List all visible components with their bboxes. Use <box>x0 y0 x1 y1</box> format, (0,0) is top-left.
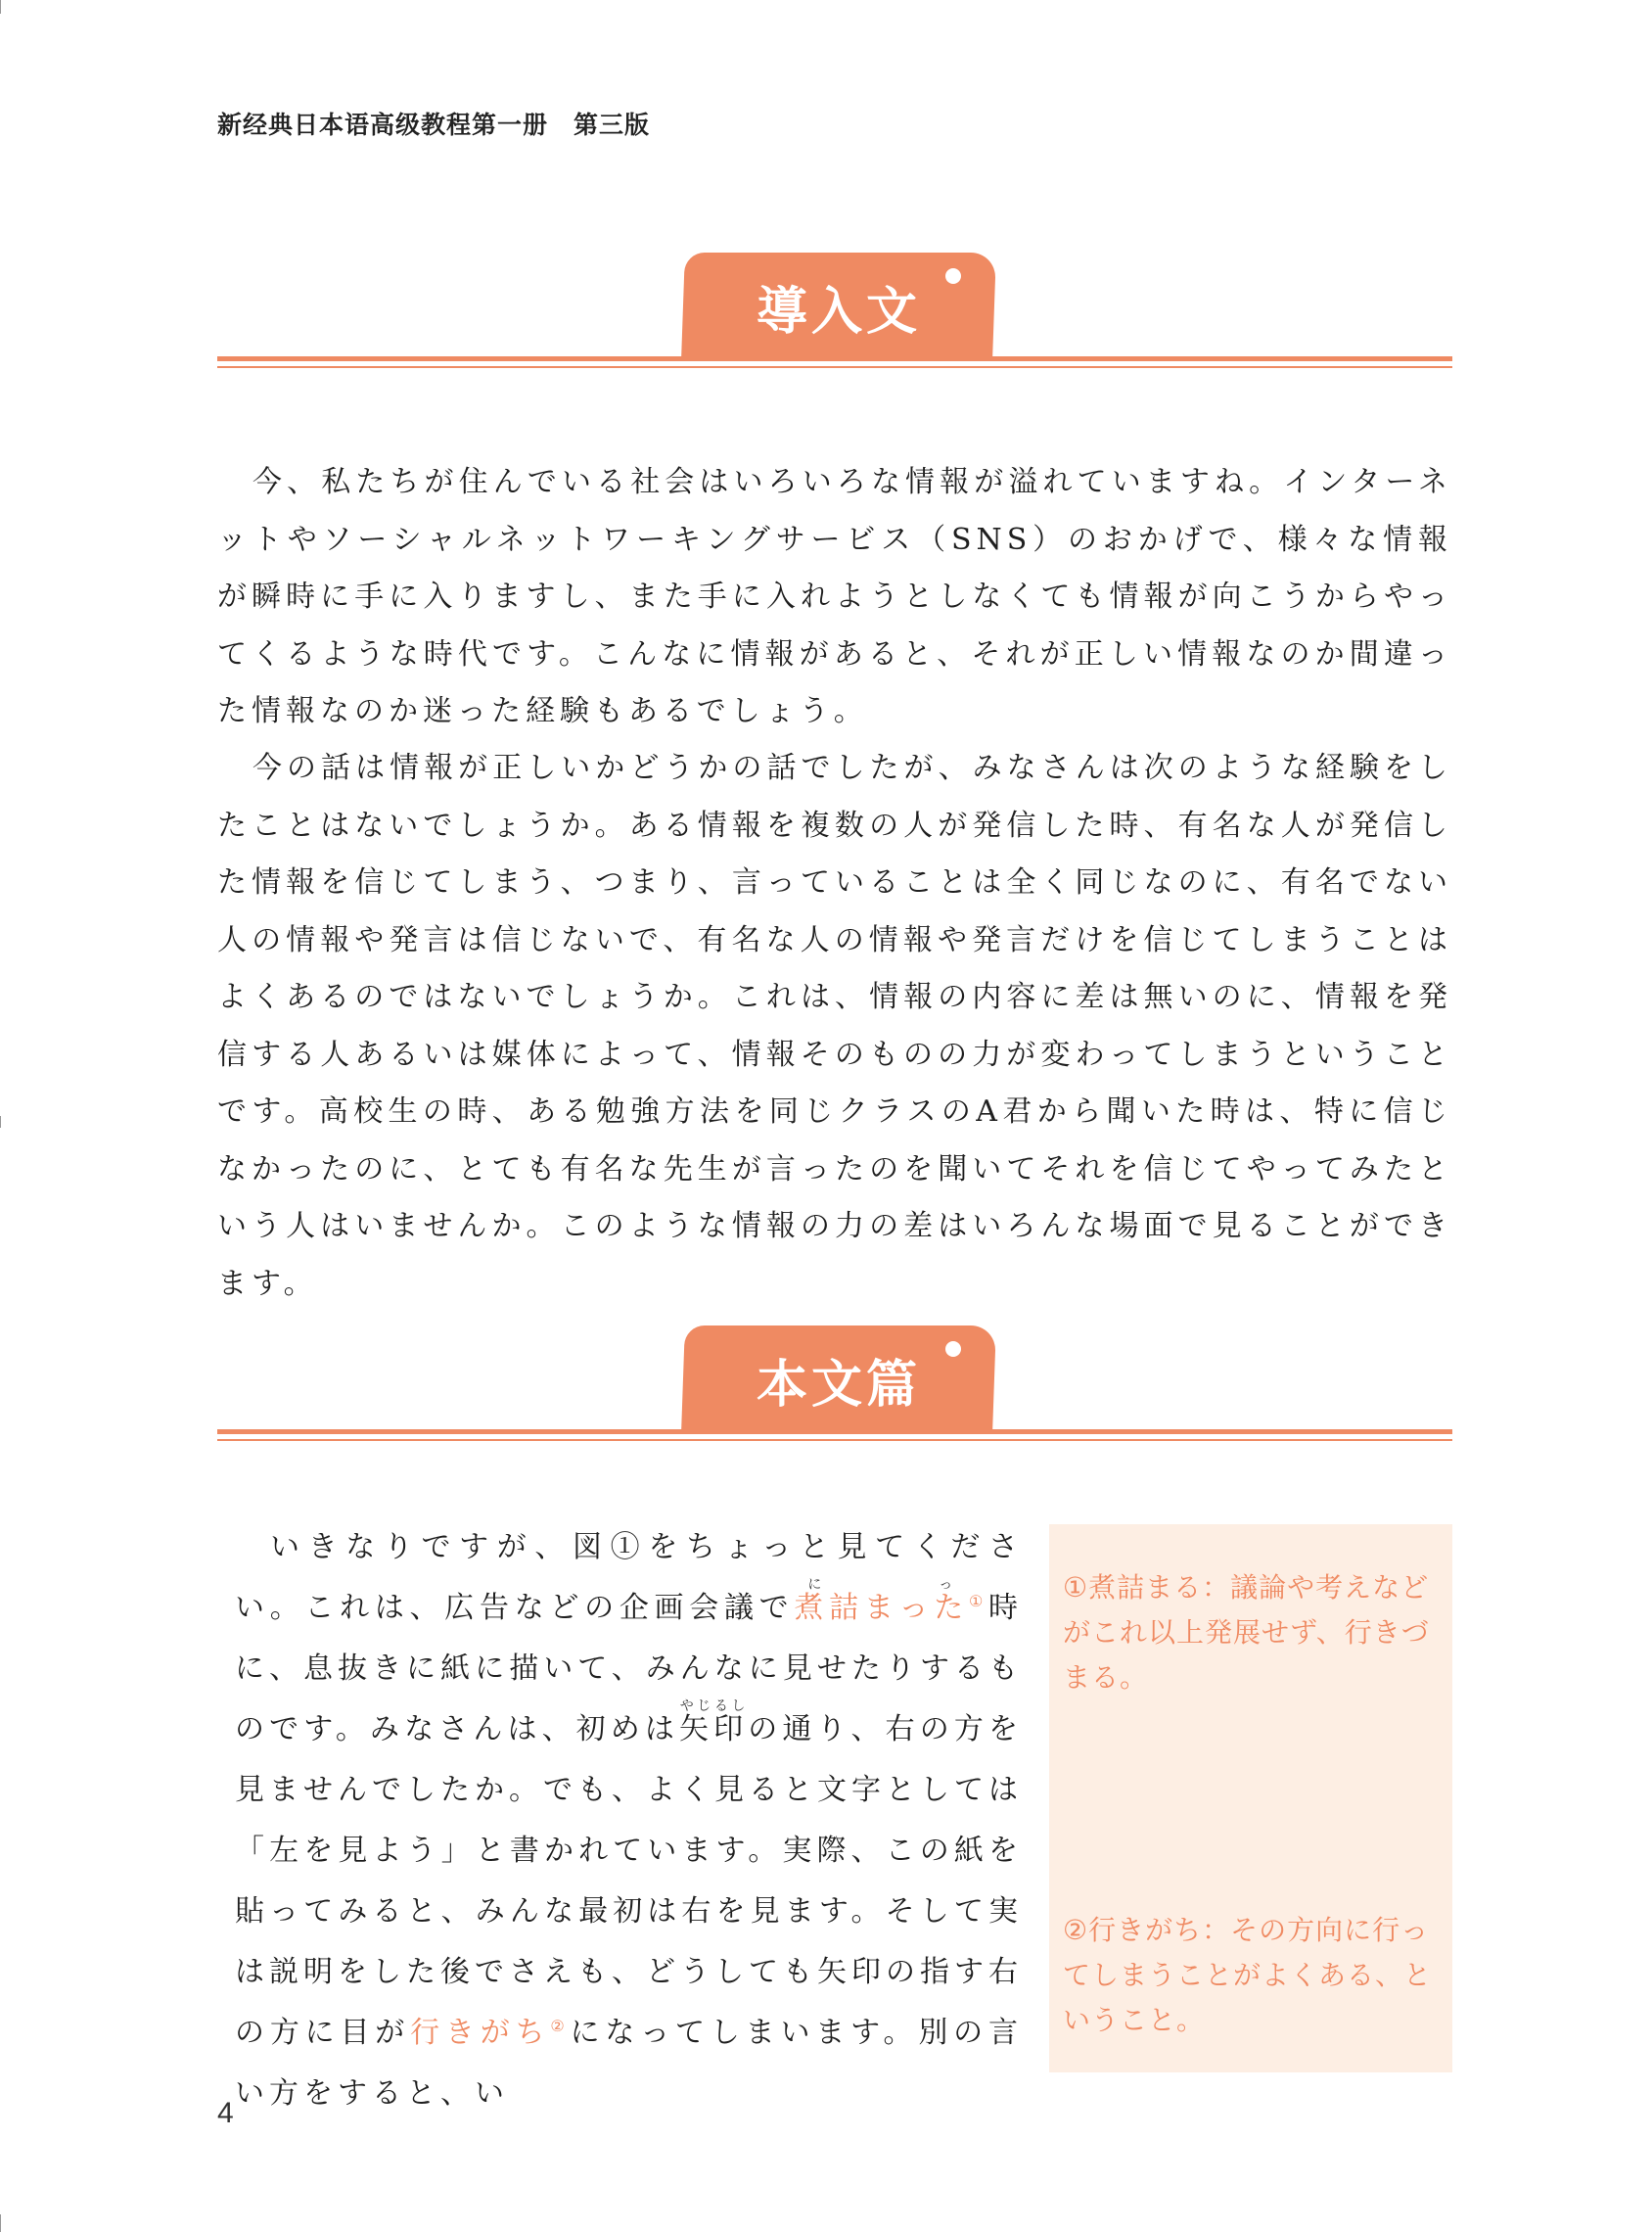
section-rule-thin <box>217 1439 1452 1441</box>
glossed-term-nitsumatta: 煮詰まったにっ <box>794 1577 969 1625</box>
intro-paragraph-2: 今の話は情報が正しいかどうかの話でしたが、みなさんは次のような経験をしたことはないでしょうか。ある情報を複数の人が発信した時、有名な人が発信した情報を信じてしまう、つまり、言っていることは全く同じなのに、有名でない人の情報や発言は信じないで、有名な人の情報や発言だけを信じてしまうことはよくあるのではないでしょうか。これは、情報の内容に差は無いのに、情報を発信する人あるいは媒体によって、情報そのものの力が変わってしまうということです。高校生の時、ある勉強方法を同じクラスのA君から聞いた時は、特に信じなかったのに、とても有名な先生が言ったのを聞いてそれを信じてやってみたという人はいませんか。このような情報の力の差はいろんな場面で見ることができます。 <box>217 751 1452 1301</box>
page-number: 4 <box>217 2097 234 2129</box>
main-text-part: になってしまいます。別の言い方をすると、い <box>235 2016 1024 2111</box>
crop-mark-bottom <box>0 2214 1 2232</box>
main-text-part: いきなりですが、図①をちょっと見てください。これは、広告などの企画会議で <box>235 1530 1023 1625</box>
crop-mark-top <box>0 0 1 14</box>
section-rule-thin <box>217 366 1452 368</box>
intro-paragraph-1: 今、私たちが住んでいる社会はいろいろな情報が溢れていますね。インターネットやソーシャルネットワーキングサービス（SNS）のおかげで、様々な情報が瞬時に手に入りますし、また手に入れようとしなくても情報が向こうからやってくるような時代です。こんなに情報があると、それが正しい情報なのか間違った情報なのか迷った経験もあるでしょう。 <box>217 465 1452 728</box>
main-text-part: 時に、息抜きに紙に描いて、みんなに見せたりするものです。みなさんは、初めは <box>235 1591 1024 1746</box>
ruby-yajirushi: 矢印やじるし <box>679 1698 749 1746</box>
main-heading: 本文篇 <box>756 1356 921 1415</box>
main-body-text <box>235 1517 1023 2124</box>
note-reference-1: ① <box>968 1592 989 1610</box>
glossed-term-ikigachi: 行きがち <box>410 2016 551 2050</box>
vocabulary-note-2: ②行きがち：その方向に行ってしまうことがよくある、ということ。 <box>1063 1914 1433 2036</box>
section-rule <box>217 356 1452 361</box>
vocabulary-notes-box <box>1049 1524 1452 2072</box>
intro-heading: 導入文 <box>756 283 921 342</box>
intro-section-header <box>217 253 1452 380</box>
crop-mark-middle <box>0 1116 1 1128</box>
main-section-header <box>217 1325 1452 1453</box>
book-title: 新经典日本语高级教程第一册 第三版 <box>217 111 651 139</box>
note-reference-2: ② <box>550 2017 571 2035</box>
main-text-part: の通り、右の方を見ませんでしたか。でも、よく見ると文字としては「左を見よう」と書かれています。実際、この紙を貼ってみると、みんな最初は右を見ます。そして実は説明をした後でさえも、どうしても矢印の指す右の方に目が <box>235 1712 1023 2050</box>
vocabulary-note-1: ①煮詰まる：議論や考えなどがこれ以上発展せず、行きづまる。 <box>1063 1571 1430 1694</box>
section-rule <box>217 1429 1452 1434</box>
